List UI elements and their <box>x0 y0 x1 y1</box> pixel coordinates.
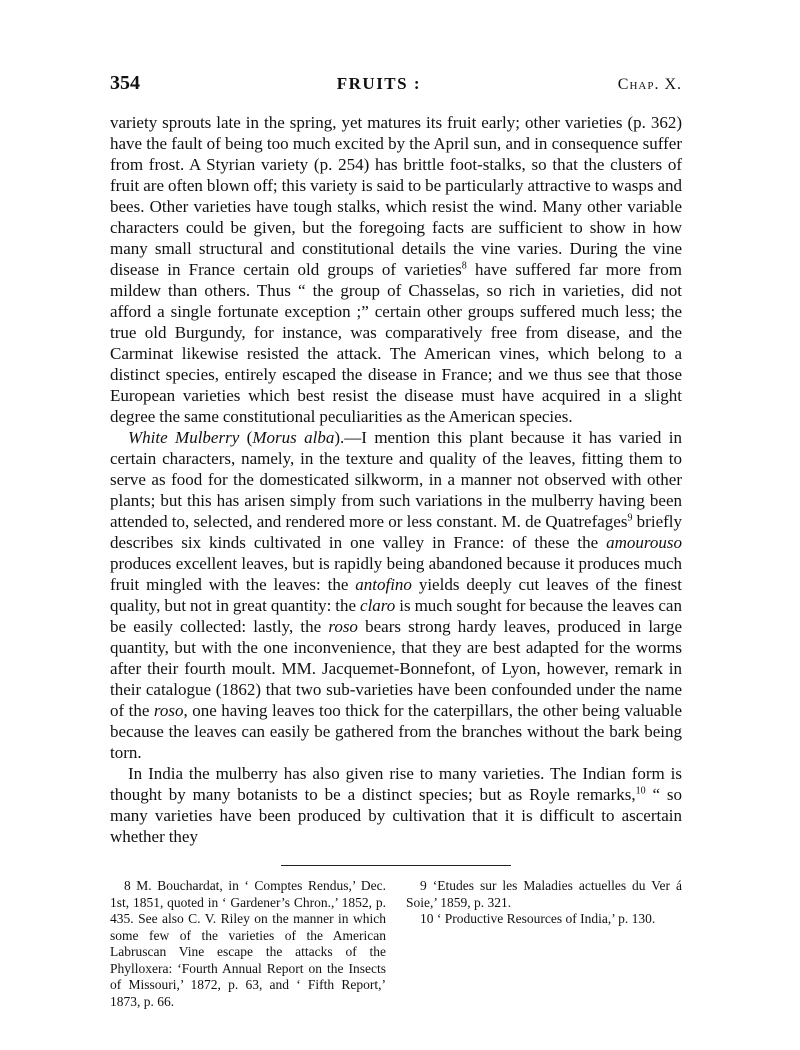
chapter-label: Chap. X. <box>617 76 682 93</box>
body-text <box>110 112 682 847</box>
latin-name: Morus alba <box>252 428 335 447</box>
footnote-10: 10 ‘ Productive Resources of India,’ p. 130. <box>420 911 656 926</box>
paragraph-india-mulberry: In India the mulberry has also given rise to many varieties. The Indian form is thought by many botanists to be a distinct species; but as Royle remarks,$^{10}$ “ so many varieties have been produced by cultivation that it is difficult to ascertain whether they <box>110 764 682 846</box>
paragraph-white-mulberry: White Mulberry (Morus alba).—I mention this plant because it has varied in certain characters, namely, in the texture and quality of the leaves, fitting them to serve as food for the domesticated silkworm, in a manner not observed with other plants; but this has arisen simply from such variations in the mulberry having been attended to, selected, and rendered more or less constant. M. de Quatrefages$^9$ briefly describes six kinds cultivated in one valley in France: of these the amourouso produces excellent leaves, but is rapidly being abandoned because it produces much fruit mingled with the leaves: the antofino yields deeply cut leaves of the finest quality, but not in great quantity: the claro is much sought for because the leaves can be easily collected: lastly, the roso bears strong hardy leaves, produced in large quantity, but with the one inconvenience, that they are best adapted for the worms after their fourth moult. MM. Jacquemet-Bonnefont, of Lyon, however, remark in their catalogue (1862) that two sub-varieties have been confounded under the name of the roso, one having leaves too thick for the caterpillars, the other being valuable because the leaves can easily be gathered from the branches without the bark being torn. <box>110 428 682 762</box>
page-number: 354 <box>110 72 140 94</box>
section-title: White Mulberry <box>128 428 240 447</box>
book-page <box>110 72 682 1010</box>
variety-term: amourouso <box>606 533 682 552</box>
footnote-8: 8 M. Bouchardat, in ‘ Comptes Rendus,’ Dec. 1st, 1851, quoted in ‘ Gardener’s Chron.,’ 1852, p. 435. See also C. V. Riley on the manner in which some few of the varieties of the American Labruscan Vine escape the attacks of the Phylloxera: ‘Fourth Annual Report on the Insects of Missouri,’ 1872, p. 63, and ‘ Fifth Report,’ 1873, p. 66. <box>110 878 386 1009</box>
variety-term: claro <box>360 596 396 615</box>
footnote-column-right <box>406 878 682 1010</box>
variety-term: roso <box>328 617 358 636</box>
variety-term: roso <box>153 701 184 720</box>
footnotes <box>110 878 682 1010</box>
running-title: FRUITS : <box>336 74 422 93</box>
variety-term: antofino <box>355 575 412 594</box>
footnote-9: 9 ‘Etudes sur les Maladies actuelles du Ver á Soie,’ 1859, p. 321. <box>406 878 682 910</box>
footnote-ref-9[interactable]: 9 <box>627 512 633 524</box>
footnote-divider <box>281 865 511 866</box>
footnote-column-left <box>110 878 386 1010</box>
footnote-ref-8[interactable]: 8 <box>461 260 467 272</box>
running-head <box>110 72 682 112</box>
paragraph-vine-varieties: variety sprouts late in the spring, yet matures its fruit early; other varieties (p. 362) have the fault of being too much excited by the April sun, and in consequence suffer from frost. A Styrian variety (p. 254) has brittle foot-stalks, so that the clusters of fruit are often blown off; this variety is said to be particularly attractive to wasps and bees. Other varieties have tough stalks, which resist the wind. Many other variable characters could be given, but the foregoing facts are sufficient to show in how many small structural and constitutional details the vine varies. During the vine disease in France certain old groups of varieties$^8$ have suffered far more from mildew than others. Thus “ the group of Chasselas, so rich in varieties, did not afford a single fortunate exception ;” certain other groups suffered much less; the true old Burgundy, for instance, was comparatively free from disease, and the Carminat likewise resisted the attack. The American vines, which belong to a distinct species, entirely escaped the disease in France; and we thus see that those European varieties which best resist the disease must have acquired in a slight degree the same constitutional peculiarities as the American species. <box>110 113 682 426</box>
footnote-ref-10[interactable]: 10 <box>635 785 646 797</box>
